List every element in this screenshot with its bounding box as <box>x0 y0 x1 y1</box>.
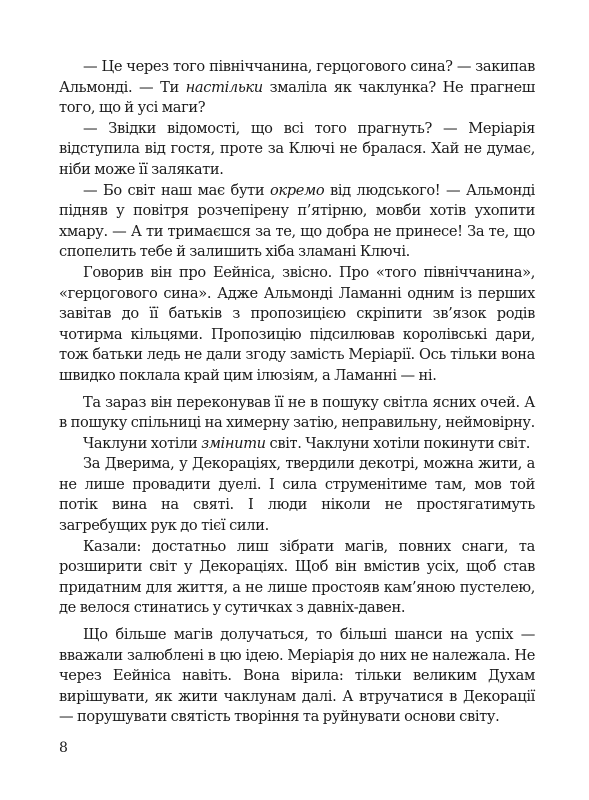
text-run: світ. Чаклуни хотіли покинути світ. <box>265 434 531 452</box>
italic-text: настільки <box>185 78 263 96</box>
paragraph <box>59 537 535 619</box>
paragraph <box>59 181 535 263</box>
text-run: змаліла як чаклунка? Не прагнеш того, що й усі маги? <box>59 78 535 117</box>
body-text <box>59 57 535 728</box>
text-run: Що більше магів долучаться, то більші шанси на успіх — вважали залюблені в цю ідею. Меріарія до них не належала. Не через Еейніса навіть. Вона вірила: тільки великим Духам вирішувати, як жити чаклунам далі. А втручатися в Декорації — порушувати святість творіння та руйнувати основи світу. <box>59 626 535 726</box>
paragraph <box>59 263 535 387</box>
text-run: — Це через того північчанина, герцогового сина? — закипав Альмонді. — Ти <box>59 58 535 96</box>
paragraph <box>59 454 535 536</box>
italic-text: змінити <box>201 434 266 452</box>
page-number: 8 <box>59 740 68 756</box>
text-run: — Звідки відомості, що всі того прагнуть? — Меріарія відступила від гостя, проте за Ключі не бралася. Хай не думає, ніби може її залякати. <box>59 119 535 178</box>
text-run: Казали: достатньо лиш зібрати магів, повних снаги, та розширити світ у Декораціях. Щоб він вмістив усіх, щоб став придатним для життя, а не лише простояв кам’яною пустелею, де велося стинатись у сутичках з давніх-давен. <box>59 537 535 617</box>
text-run: від людського! — Альмонді підняв у повітря розчепірену п’ятірню, мовби хотів ухопити хмару. — А ти тримаєшся за те, що добра не принесе! За те, що спопелить тебе й залишить хіба зламані Ключі. <box>59 181 535 261</box>
paragraph <box>59 393 535 434</box>
paragraph <box>59 434 535 455</box>
text-run: — Бо світ наш має бути <box>83 181 270 199</box>
paragraph <box>59 119 535 181</box>
text-run: Та зараз він переконував її не в пошуку світла ясних очей. А в пошуку спільниці на химерну затію, неправильну, неймовірну. <box>59 393 535 432</box>
italic-text: окремо <box>270 181 325 199</box>
text-run: Говорив він про Еейніса, звісно. Про «того північчанина», «герцогового сина». Адже Альмонді Ламанні одним із перших завітав до її батьків з пропозицією скріпити зв’язок родів чотирма кільцями. Пропозицію підсилював королівські дари, тож батьки ледь не дали згоду замість Меріарії. Ось тільки вона швидко поклала край цим ілюзіям, а Ламанні — ні. <box>59 263 535 384</box>
paragraph <box>59 625 535 728</box>
text-run: За Дверима, у Декораціях, твердили декотрі, можна жити, а не лише провадити дуелі. І сила струменітиме там, мов той потік вина на святі. І люди ніколи не простягатимуть загребущих рук до тієї сили. <box>59 455 535 535</box>
paragraph <box>59 57 535 119</box>
text-run: Чаклуни хотіли <box>83 434 202 452</box>
